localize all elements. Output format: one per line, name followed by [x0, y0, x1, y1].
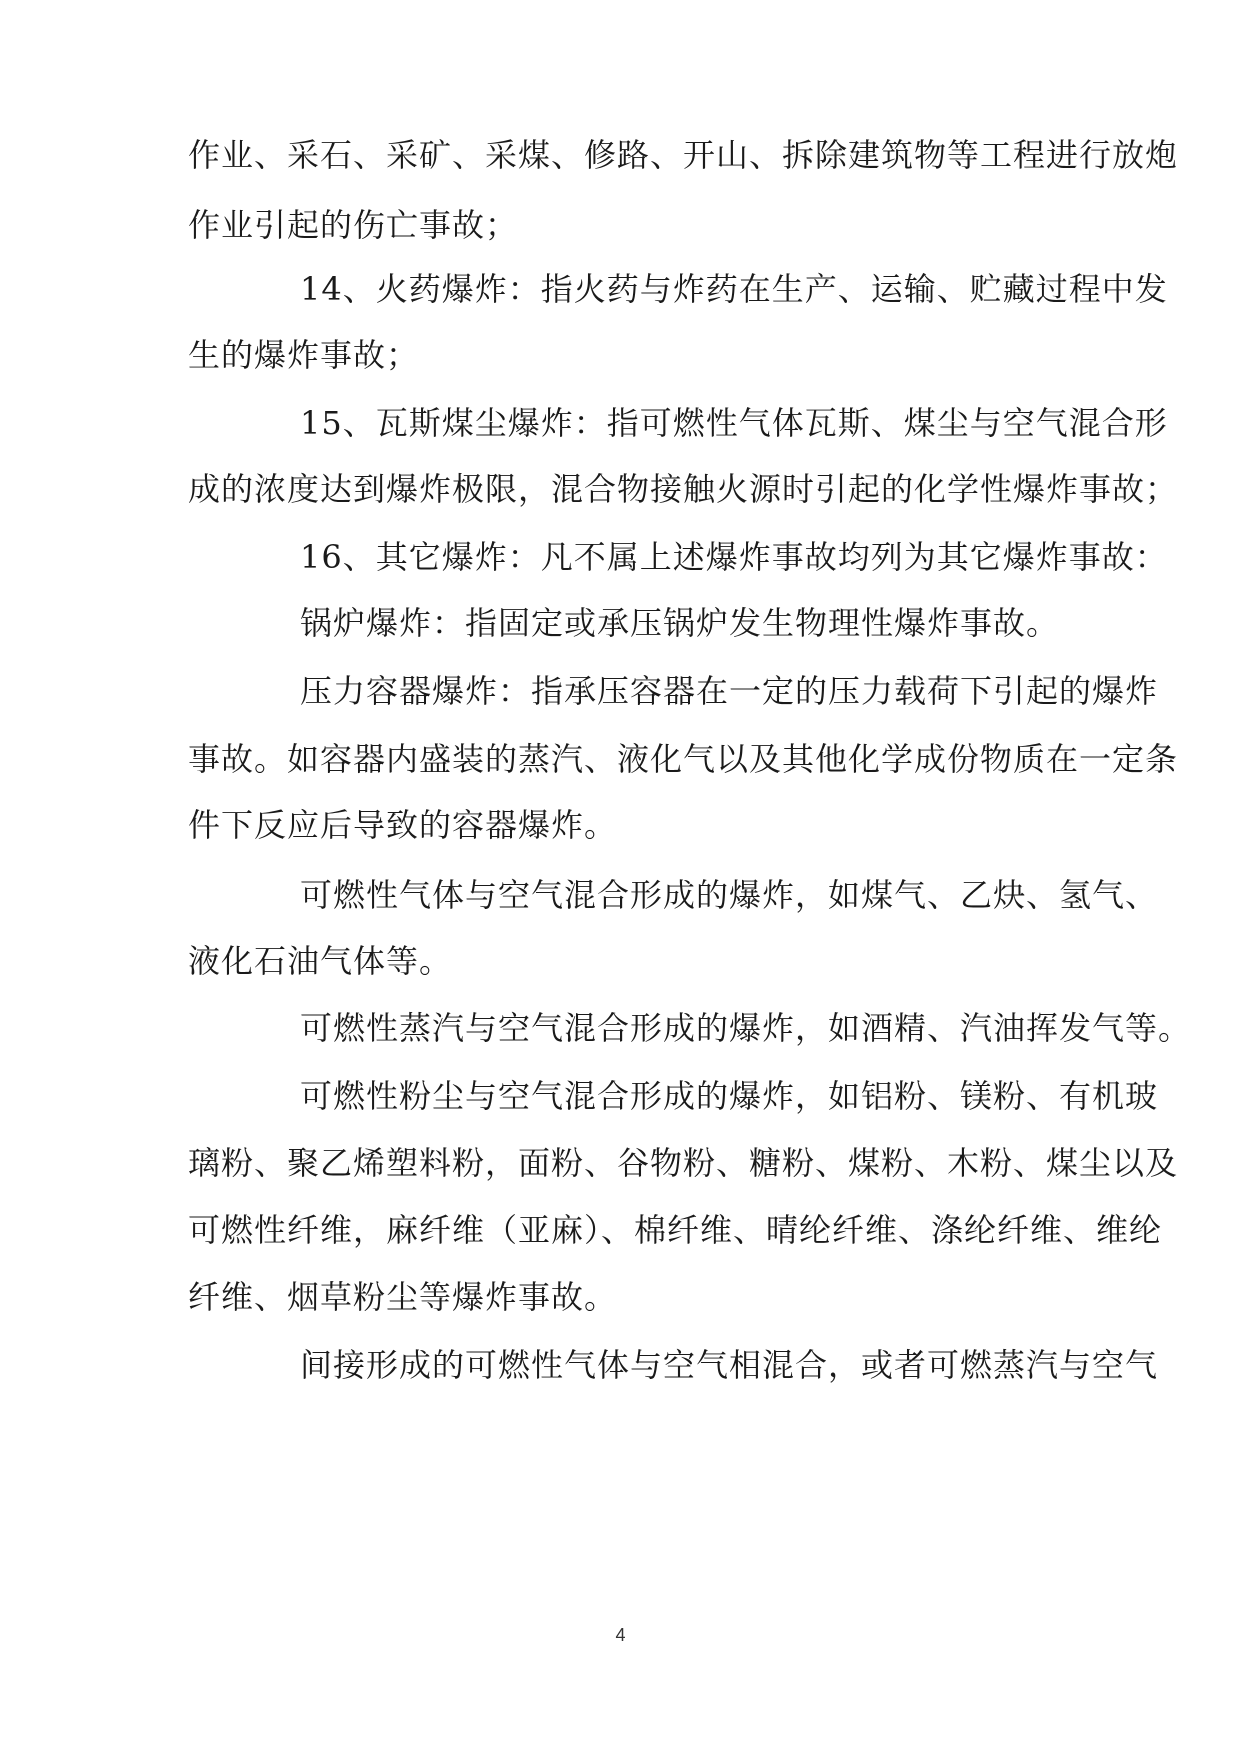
paragraph-line: 压力容器爆炸：指承压容器在一定的压力载荷下引起的爆炸 — [300, 672, 1159, 710]
page-number: 4 — [615, 1625, 626, 1645]
paragraph-line: 成的浓度达到爆炸极限，混合物接触火源时引起的化学性爆炸事故； — [188, 470, 1179, 508]
paragraph-line: 可燃性粉尘与空气混合形成的爆炸，如铝粉、镁粉、有机玻 — [300, 1077, 1159, 1115]
paragraph-line: 14、火药爆炸：指火药与炸药在生产、运输、贮藏过程中发 — [300, 270, 1168, 308]
paragraph-line: 纤维、烟草粉尘等爆炸事故。 — [188, 1278, 618, 1316]
paragraph-line: 生的爆炸事故； — [188, 336, 420, 374]
paragraph-line: 15、瓦斯煤尘爆炸：指可燃性气体瓦斯、煤尘与空气混合形 — [300, 404, 1168, 442]
paragraph-line: 间接形成的可燃性气体与空气相混合，或者可燃蒸汽与空气 — [300, 1346, 1159, 1384]
paragraph-line: 16、其它爆炸：凡不属上述爆炸事故均列为其它爆炸事故： — [300, 538, 1168, 576]
paragraph-line: 可燃性气体与空气混合形成的爆炸，如煤气、乙炔、氢气、 — [300, 876, 1159, 914]
paragraph-line: 作业引起的伤亡事故； — [188, 206, 519, 244]
paragraph-line: 作业、采石、采矿、采煤、修路、开山、拆除建筑物等工程进行放炮 — [188, 136, 1179, 174]
paragraph-line: 可燃性蒸汽与空气混合形成的爆炸，如酒精、汽油挥发气等。 — [300, 1009, 1192, 1047]
paragraph-line: 锅炉爆炸：指固定或承压锅炉发生物理性爆炸事故。 — [300, 604, 1060, 642]
paragraph-line: 可燃性纤维，麻纤维（亚麻）、棉纤维、晴纶纤维、涤纶纤维、维纶 — [188, 1211, 1163, 1249]
paragraph-line: 事故。如容器内盛装的蒸汽、液化气以及其他化学成份物质在一定条 — [188, 740, 1179, 778]
paragraph-line: 璃粉、聚乙烯塑料粉，面粉、谷物粉、糖粉、煤粉、木粉、煤尘以及 — [188, 1144, 1179, 1182]
paragraph-line: 液化石油气体等。 — [188, 942, 453, 980]
paragraph-line: 件下反应后导致的容器爆炸。 — [188, 806, 618, 844]
